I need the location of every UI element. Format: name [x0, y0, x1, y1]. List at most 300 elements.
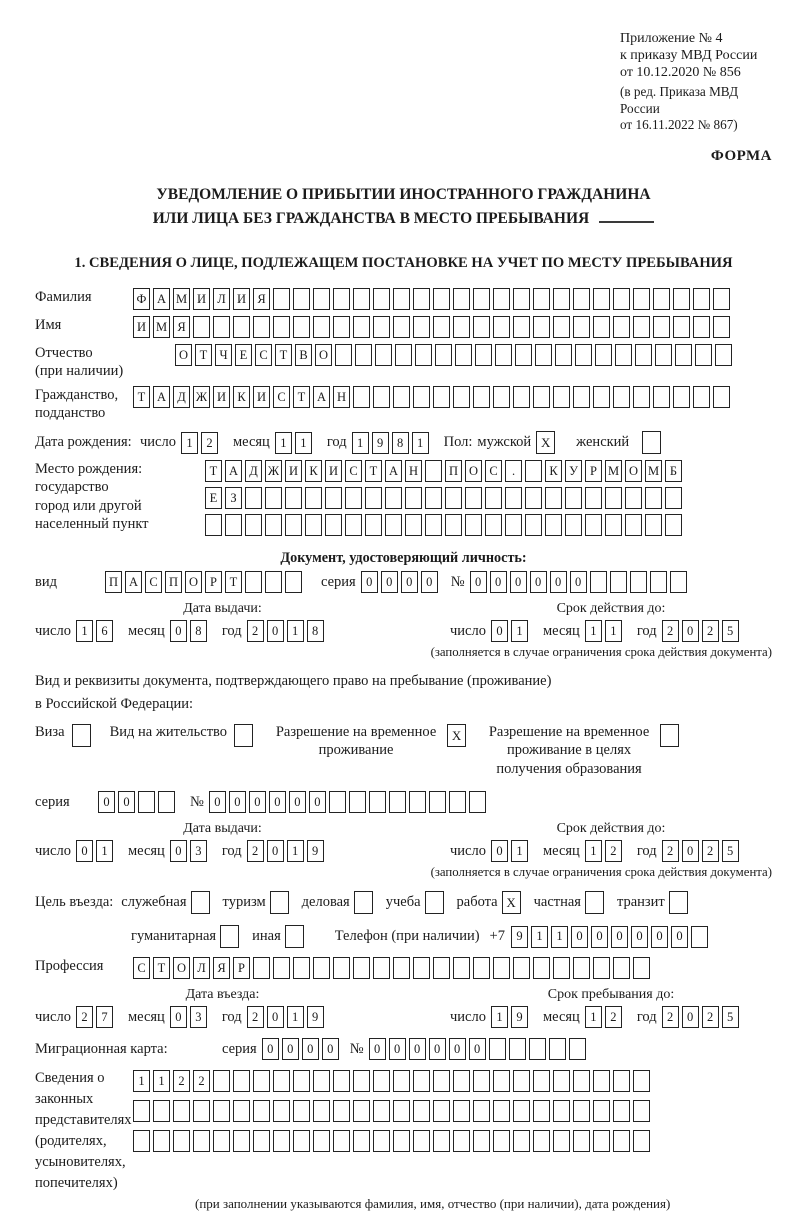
form-cell[interactable]: О [625, 460, 642, 482]
form-cell[interactable]: Н [405, 460, 422, 482]
form-cell[interactable] [513, 1100, 530, 1122]
form-cell[interactable]: 0 [631, 926, 648, 948]
form-cell[interactable] [630, 571, 647, 593]
form-cell[interactable]: 0 [429, 1038, 446, 1060]
form-cell[interactable] [153, 1130, 170, 1152]
form-cell[interactable] [533, 1100, 550, 1122]
form-cell[interactable]: Д [173, 386, 190, 408]
form-cell[interactable]: 6 [96, 620, 113, 642]
form-cell[interactable]: О [173, 957, 190, 979]
form-cell[interactable] [325, 487, 342, 509]
form-cell[interactable]: 1 [511, 620, 528, 642]
form-cell[interactable] [545, 487, 562, 509]
form-cell[interactable]: 1 [133, 1070, 150, 1092]
form-cell[interactable] [473, 1100, 490, 1122]
form-cell[interactable] [573, 316, 590, 338]
form-cell[interactable] [285, 925, 304, 948]
form-cell[interactable]: 0 [530, 571, 547, 593]
form-cell[interactable]: Н [333, 386, 350, 408]
form-cell[interactable]: Ж [265, 460, 282, 482]
form-cell[interactable] [72, 724, 91, 747]
form-cell[interactable]: П [165, 571, 182, 593]
form-cell[interactable]: Т [225, 571, 242, 593]
form-cell[interactable] [393, 1070, 410, 1092]
form-cell[interactable]: А [125, 571, 142, 593]
form-cell[interactable] [425, 487, 442, 509]
form-cell[interactable]: О [175, 344, 192, 366]
form-cell[interactable] [533, 288, 550, 310]
form-cell[interactable] [285, 487, 302, 509]
form-cell[interactable] [655, 344, 672, 366]
form-cell[interactable]: С [145, 571, 162, 593]
form-cell[interactable]: 0 [322, 1038, 339, 1060]
form-cell[interactable]: 7 [96, 1006, 113, 1028]
form-cell[interactable] [233, 316, 250, 338]
form-cell[interactable]: Я [213, 957, 230, 979]
form-cell[interactable]: 2 [247, 1006, 264, 1028]
form-cell[interactable] [473, 288, 490, 310]
form-cell[interactable] [429, 791, 446, 813]
form-cell[interactable] [653, 288, 670, 310]
form-cell[interactable] [615, 344, 632, 366]
form-cell[interactable]: 1 [511, 840, 528, 862]
form-cell[interactable]: С [273, 386, 290, 408]
form-cell[interactable]: 2 [173, 1070, 190, 1092]
form-cell[interactable] [293, 316, 310, 338]
form-cell[interactable] [389, 791, 406, 813]
form-cell[interactable] [375, 344, 392, 366]
form-cell[interactable] [138, 791, 155, 813]
form-cell[interactable] [553, 1100, 570, 1122]
form-cell[interactable]: Ж [193, 386, 210, 408]
form-cell[interactable] [613, 1130, 630, 1152]
form-cell[interactable]: 0 [682, 620, 699, 642]
form-cell[interactable] [642, 431, 661, 454]
form-cell[interactable] [485, 487, 502, 509]
form-cell[interactable] [505, 487, 522, 509]
form-cell[interactable] [225, 514, 242, 536]
form-cell[interactable] [513, 316, 530, 338]
form-cell[interactable] [593, 316, 610, 338]
form-cell[interactable] [525, 460, 542, 482]
form-cell[interactable]: Е [205, 487, 222, 509]
form-cell[interactable] [373, 1100, 390, 1122]
form-cell[interactable] [273, 1100, 290, 1122]
form-cell[interactable] [273, 288, 290, 310]
form-cell[interactable] [509, 1038, 526, 1060]
form-cell[interactable] [393, 386, 410, 408]
form-cell[interactable]: К [545, 460, 562, 482]
form-cell[interactable] [565, 514, 582, 536]
form-cell[interactable] [593, 1130, 610, 1152]
form-cell[interactable]: 0 [611, 926, 628, 948]
form-cell[interactable] [493, 386, 510, 408]
form-cell[interactable] [469, 791, 486, 813]
form-cell[interactable]: 0 [421, 571, 438, 593]
form-cell[interactable] [553, 1130, 570, 1152]
form-cell[interactable] [433, 288, 450, 310]
form-cell[interactable]: . [505, 460, 522, 482]
form-cell[interactable]: 9 [307, 840, 324, 862]
form-cell[interactable]: 0 [571, 926, 588, 948]
form-cell[interactable] [453, 1100, 470, 1122]
form-cell[interactable]: И [193, 288, 210, 310]
form-cell[interactable] [593, 1100, 610, 1122]
form-cell[interactable]: 2 [76, 1006, 93, 1028]
form-cell[interactable] [158, 791, 175, 813]
form-cell[interactable] [253, 1130, 270, 1152]
form-cell[interactable]: 0 [591, 926, 608, 948]
form-cell[interactable] [425, 460, 442, 482]
form-cell[interactable] [373, 288, 390, 310]
form-cell[interactable] [473, 957, 490, 979]
form-cell[interactable]: 0 [682, 840, 699, 862]
form-cell[interactable] [529, 1038, 546, 1060]
form-cell[interactable] [353, 386, 370, 408]
form-cell[interactable]: 5 [722, 1006, 739, 1028]
form-cell[interactable] [493, 957, 510, 979]
form-cell[interactable] [253, 1070, 270, 1092]
form-cell[interactable]: Ф [133, 288, 150, 310]
form-cell[interactable]: 0 [249, 791, 266, 813]
form-cell[interactable]: И [213, 386, 230, 408]
form-cell[interactable] [613, 1070, 630, 1092]
form-cell[interactable] [473, 386, 490, 408]
form-cell[interactable] [313, 288, 330, 310]
form-cell[interactable] [373, 316, 390, 338]
form-cell[interactable] [715, 344, 732, 366]
form-cell[interactable]: 9 [372, 432, 389, 454]
form-cell[interactable] [665, 487, 682, 509]
form-cell[interactable]: 1 [275, 432, 292, 454]
form-cell[interactable] [333, 1070, 350, 1092]
form-cell[interactable] [593, 288, 610, 310]
form-cell[interactable] [590, 571, 607, 593]
form-cell[interactable] [153, 1100, 170, 1122]
form-cell[interactable] [493, 1100, 510, 1122]
form-cell[interactable] [373, 1070, 390, 1092]
form-cell[interactable]: Я [173, 316, 190, 338]
form-cell[interactable] [573, 386, 590, 408]
form-cell[interactable] [665, 514, 682, 536]
form-cell[interactable] [553, 316, 570, 338]
form-cell[interactable] [213, 1100, 230, 1122]
form-cell[interactable]: Б [665, 460, 682, 482]
form-cell[interactable]: Р [233, 957, 250, 979]
form-cell[interactable] [473, 316, 490, 338]
form-cell[interactable] [393, 288, 410, 310]
form-cell[interactable] [485, 514, 502, 536]
form-cell[interactable] [513, 1130, 530, 1152]
form-cell[interactable] [365, 514, 382, 536]
form-cell[interactable] [273, 1130, 290, 1152]
form-cell[interactable] [653, 386, 670, 408]
form-cell[interactable] [533, 1070, 550, 1092]
form-cell[interactable] [393, 316, 410, 338]
form-cell[interactable]: 0 [401, 571, 418, 593]
form-cell[interactable] [670, 571, 687, 593]
form-cell[interactable]: С [345, 460, 362, 482]
form-cell[interactable] [505, 514, 522, 536]
form-cell[interactable]: И [233, 288, 250, 310]
form-cell[interactable] [453, 1130, 470, 1152]
form-cell[interactable] [493, 288, 510, 310]
form-cell[interactable]: О [315, 344, 332, 366]
form-cell[interactable] [205, 514, 222, 536]
form-cell[interactable]: 0 [262, 1038, 279, 1060]
form-cell[interactable] [493, 1130, 510, 1152]
form-cell[interactable]: Т [365, 460, 382, 482]
form-cell[interactable]: 1 [287, 620, 304, 642]
form-cell[interactable]: А [313, 386, 330, 408]
form-cell[interactable] [313, 1100, 330, 1122]
form-cell[interactable]: 3 [190, 1006, 207, 1028]
form-cell[interactable]: Л [213, 288, 230, 310]
form-cell[interactable] [555, 344, 572, 366]
form-cell[interactable] [610, 571, 627, 593]
form-cell[interactable] [353, 1100, 370, 1122]
form-cell[interactable]: 9 [511, 1006, 528, 1028]
form-cell[interactable]: 0 [289, 791, 306, 813]
form-cell[interactable] [633, 288, 650, 310]
form-cell[interactable] [245, 571, 262, 593]
form-cell[interactable]: 9 [307, 1006, 324, 1028]
form-cell[interactable] [453, 957, 470, 979]
form-cell[interactable] [213, 316, 230, 338]
form-cell[interactable] [673, 386, 690, 408]
form-cell[interactable] [353, 1130, 370, 1152]
form-cell[interactable]: 0 [381, 571, 398, 593]
form-cell[interactable] [545, 514, 562, 536]
form-cell[interactable] [305, 514, 322, 536]
form-cell[interactable] [660, 724, 679, 747]
form-cell[interactable] [213, 1130, 230, 1152]
form-cell[interactable]: 8 [392, 432, 409, 454]
form-cell[interactable]: М [645, 460, 662, 482]
form-cell[interactable] [593, 1070, 610, 1092]
form-cell[interactable]: А [153, 288, 170, 310]
form-cell[interactable] [413, 288, 430, 310]
form-cell[interactable] [133, 1130, 150, 1152]
form-cell[interactable] [613, 288, 630, 310]
form-cell[interactable] [593, 386, 610, 408]
form-cell[interactable] [273, 957, 290, 979]
form-cell[interactable]: Т [293, 386, 310, 408]
form-cell[interactable]: С [485, 460, 502, 482]
form-cell[interactable] [713, 288, 730, 310]
form-cell[interactable] [293, 288, 310, 310]
form-cell[interactable]: 0 [118, 791, 135, 813]
form-cell[interactable] [513, 386, 530, 408]
form-cell[interactable] [613, 386, 630, 408]
form-cell[interactable] [493, 1070, 510, 1092]
form-cell[interactable]: 1 [551, 926, 568, 948]
form-cell[interactable] [413, 316, 430, 338]
form-cell[interactable] [445, 487, 462, 509]
form-cell[interactable]: О [185, 571, 202, 593]
form-cell[interactable] [513, 288, 530, 310]
form-cell[interactable]: X [536, 431, 555, 454]
form-cell[interactable] [569, 1038, 586, 1060]
form-cell[interactable]: 9 [511, 926, 528, 948]
form-cell[interactable] [433, 957, 450, 979]
form-cell[interactable] [495, 344, 512, 366]
form-cell[interactable] [645, 514, 662, 536]
form-cell[interactable] [475, 344, 492, 366]
form-cell[interactable] [265, 514, 282, 536]
form-cell[interactable]: Р [585, 460, 602, 482]
form-cell[interactable] [695, 344, 712, 366]
form-cell[interactable]: 8 [307, 620, 324, 642]
form-cell[interactable]: 1 [412, 432, 429, 454]
form-cell[interactable] [633, 1130, 650, 1152]
form-cell[interactable]: 8 [190, 620, 207, 642]
form-cell[interactable] [445, 514, 462, 536]
form-cell[interactable]: 1 [531, 926, 548, 948]
form-cell[interactable]: 0 [229, 791, 246, 813]
form-cell[interactable] [673, 316, 690, 338]
form-cell[interactable] [585, 487, 602, 509]
form-cell[interactable]: 2 [662, 1006, 679, 1028]
form-cell[interactable]: 2 [247, 840, 264, 862]
form-cell[interactable] [650, 571, 667, 593]
form-cell[interactable]: 0 [269, 791, 286, 813]
form-cell[interactable]: 2 [247, 620, 264, 642]
form-cell[interactable]: К [305, 460, 322, 482]
form-cell[interactable] [633, 1070, 650, 1092]
form-cell[interactable] [191, 891, 210, 914]
form-cell[interactable] [713, 386, 730, 408]
form-cell[interactable]: 0 [469, 1038, 486, 1060]
form-cell[interactable]: 0 [671, 926, 688, 948]
form-cell[interactable] [633, 316, 650, 338]
form-cell[interactable] [645, 487, 662, 509]
form-cell[interactable]: 1 [153, 1070, 170, 1092]
form-cell[interactable]: 0 [267, 840, 284, 862]
form-cell[interactable] [333, 1100, 350, 1122]
form-cell[interactable]: 0 [369, 1038, 386, 1060]
form-cell[interactable]: 0 [490, 571, 507, 593]
form-cell[interactable] [613, 316, 630, 338]
form-cell[interactable] [193, 1130, 210, 1152]
form-cell[interactable] [465, 487, 482, 509]
form-cell[interactable] [605, 487, 622, 509]
form-cell[interactable]: К [233, 386, 250, 408]
form-cell[interactable] [595, 344, 612, 366]
form-cell[interactable] [513, 1070, 530, 1092]
form-cell[interactable] [369, 791, 386, 813]
form-cell[interactable] [691, 926, 708, 948]
form-cell[interactable]: Т [205, 460, 222, 482]
form-cell[interactable]: 1 [287, 840, 304, 862]
form-cell[interactable] [549, 1038, 566, 1060]
form-cell[interactable]: 0 [361, 571, 378, 593]
form-cell[interactable]: И [285, 460, 302, 482]
form-cell[interactable]: О [465, 460, 482, 482]
form-cell[interactable] [305, 487, 322, 509]
form-cell[interactable] [413, 1100, 430, 1122]
form-cell[interactable] [233, 1100, 250, 1122]
form-cell[interactable]: 0 [170, 840, 187, 862]
form-cell[interactable] [353, 957, 370, 979]
form-cell[interactable]: М [153, 316, 170, 338]
form-cell[interactable]: 1 [352, 432, 369, 454]
form-cell[interactable] [349, 791, 366, 813]
form-cell[interactable]: 0 [170, 620, 187, 642]
form-cell[interactable] [573, 1100, 590, 1122]
form-cell[interactable] [669, 891, 688, 914]
form-cell[interactable]: Е [235, 344, 252, 366]
form-cell[interactable]: 1 [181, 432, 198, 454]
form-cell[interactable] [553, 957, 570, 979]
form-cell[interactable]: 0 [550, 571, 567, 593]
form-cell[interactable] [273, 316, 290, 338]
form-cell[interactable] [353, 316, 370, 338]
form-cell[interactable] [493, 316, 510, 338]
form-cell[interactable] [465, 514, 482, 536]
form-cell[interactable]: 5 [722, 840, 739, 862]
form-cell[interactable] [413, 1070, 430, 1092]
form-cell[interactable] [613, 1100, 630, 1122]
form-cell[interactable]: У [565, 460, 582, 482]
form-cell[interactable]: Т [153, 957, 170, 979]
form-cell[interactable]: 0 [491, 840, 508, 862]
form-cell[interactable] [245, 514, 262, 536]
form-cell[interactable] [373, 1130, 390, 1152]
form-cell[interactable] [425, 891, 444, 914]
form-cell[interactable] [553, 386, 570, 408]
form-cell[interactable]: 0 [682, 1006, 699, 1028]
form-cell[interactable] [329, 791, 346, 813]
form-cell[interactable] [535, 344, 552, 366]
form-cell[interactable] [233, 1130, 250, 1152]
form-cell[interactable] [713, 316, 730, 338]
form-cell[interactable] [453, 288, 470, 310]
form-cell[interactable] [433, 386, 450, 408]
form-cell[interactable] [455, 344, 472, 366]
form-cell[interactable]: 0 [209, 791, 226, 813]
form-cell[interactable]: Д [245, 460, 262, 482]
form-cell[interactable] [473, 1070, 490, 1092]
form-cell[interactable]: 0 [409, 1038, 426, 1060]
form-cell[interactable] [575, 344, 592, 366]
form-cell[interactable] [393, 1130, 410, 1152]
form-cell[interactable] [693, 316, 710, 338]
form-cell[interactable] [270, 891, 289, 914]
form-cell[interactable] [253, 1100, 270, 1122]
form-cell[interactable]: А [153, 386, 170, 408]
form-cell[interactable] [293, 957, 310, 979]
form-cell[interactable] [473, 1130, 490, 1152]
form-cell[interactable] [193, 1100, 210, 1122]
form-cell[interactable] [213, 1070, 230, 1092]
form-cell[interactable] [449, 791, 466, 813]
form-cell[interactable]: 1 [491, 1006, 508, 1028]
form-cell[interactable] [573, 1130, 590, 1152]
form-cell[interactable] [625, 514, 642, 536]
form-cell[interactable]: 0 [510, 571, 527, 593]
form-cell[interactable] [233, 1070, 250, 1092]
form-cell[interactable]: Р [205, 571, 222, 593]
form-cell[interactable] [253, 957, 270, 979]
form-cell[interactable]: С [255, 344, 272, 366]
form-cell[interactable] [313, 1070, 330, 1092]
form-cell[interactable]: 1 [585, 840, 602, 862]
form-cell[interactable]: Т [195, 344, 212, 366]
form-cell[interactable] [173, 1100, 190, 1122]
form-cell[interactable] [393, 1100, 410, 1122]
form-cell[interactable] [453, 316, 470, 338]
